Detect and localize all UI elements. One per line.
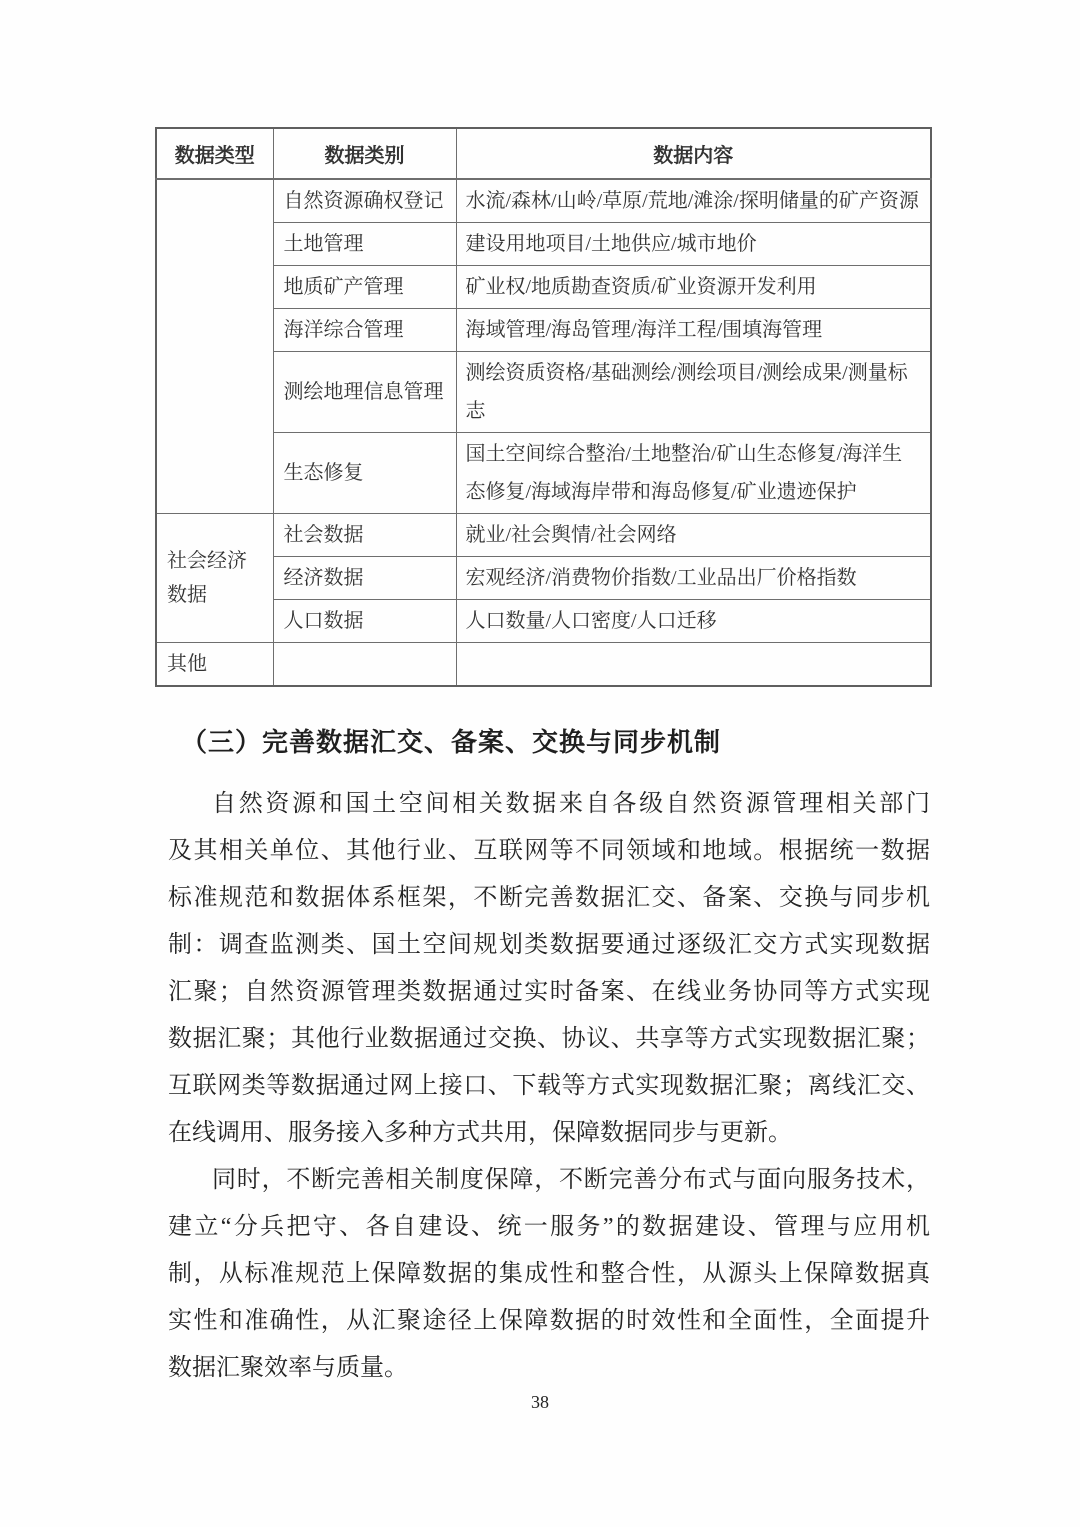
category-cell: 土地管理 bbox=[273, 223, 456, 266]
table-row bbox=[156, 433, 931, 514]
category-cell: 自然资源确权登记 bbox=[273, 179, 456, 223]
paragraph-line: 标准规范和数据体系框架，不断完善数据汇交、备案、交换与同步机 bbox=[168, 885, 930, 911]
paragraph-line: 制：调查监测类、国土空间规划类数据要通过逐级汇交方式实现数据 bbox=[168, 932, 930, 958]
category-cell: 生态修复 bbox=[273, 433, 456, 514]
page-number: 38 bbox=[531, 1392, 549, 1412]
table-row bbox=[156, 514, 931, 557]
category-cell: 社会数据 bbox=[273, 514, 456, 557]
paragraph-line: 在线调用、服务接入多种方式共用，保障数据同步与更新。 bbox=[168, 1120, 792, 1146]
body-paragraph bbox=[168, 781, 930, 1157]
content-cell: 海域管理/海岛管理/海洋工程/围填海管理 bbox=[456, 309, 931, 352]
type-cell: 社会经济数据 bbox=[156, 514, 273, 643]
paragraph-line: 及其相关单位、其他行业、互联网等不同领域和地域。根据统一数据 bbox=[168, 838, 930, 864]
category-cell: 海洋综合管理 bbox=[273, 309, 456, 352]
paragraph-line: 建立“分兵把守、各自建设、统一服务”的数据建设、管理与应用机 bbox=[168, 1214, 930, 1240]
column-header-data-category: 数据类别 bbox=[273, 128, 456, 179]
category-cell: 人口数据 bbox=[273, 600, 456, 643]
category-cell: 经济数据 bbox=[273, 557, 456, 600]
category-cell: 地质矿产管理 bbox=[273, 266, 456, 309]
content-cell: 矿业权/地质勘查资质/矿业资源开发利用 bbox=[456, 266, 931, 309]
table-row bbox=[156, 643, 931, 686]
content-cell: 建设用地项目/土地供应/城市地价 bbox=[456, 223, 931, 266]
data-table bbox=[155, 127, 932, 687]
type-cell: 其他 bbox=[156, 643, 273, 686]
content-cell: 就业/社会舆情/社会网络 bbox=[456, 514, 931, 557]
paragraph-line: 同时，不断完善相关制度保障，不断完善分布式与面向服务技术， bbox=[212, 1167, 930, 1193]
paragraph-line: 制，从标准规范上保障数据的集成性和整合性，从源头上保障数据真 bbox=[168, 1261, 930, 1287]
table-row bbox=[156, 266, 931, 309]
column-header-data-type: 数据类型 bbox=[156, 128, 273, 179]
paragraph-line: 数据汇聚；其他行业数据通过交换、协议、共享等方式实现数据汇聚； bbox=[168, 1026, 930, 1052]
paragraph-line: 实性和准确性，从汇聚途径上保障数据的时效性和全面性，全面提升 bbox=[168, 1308, 930, 1334]
paragraph-line: 汇聚；自然资源管理类数据通过实时备案、在线业务协同等方式实现 bbox=[168, 979, 930, 1005]
table-row bbox=[156, 179, 931, 223]
category-cell bbox=[273, 643, 456, 686]
table-header-row bbox=[156, 128, 931, 179]
table-row bbox=[156, 600, 931, 643]
paragraph-line: 数据汇聚效率与质量。 bbox=[168, 1355, 408, 1381]
paragraph-line: 自然资源和国土空间相关数据来自各级自然资源管理相关部门 bbox=[212, 791, 930, 817]
content-cell: 国土空间综合整治/土地整治/矿山生态修复/海洋生态修复/海域海岸带和海岛修复/矿业遗迹保护 bbox=[456, 433, 931, 514]
body-text bbox=[168, 781, 930, 1392]
content-cell: 测绘资质资格/基础测绘/测绘项目/测绘成果/测量标志 bbox=[456, 352, 931, 433]
content-cell bbox=[456, 643, 931, 686]
content-cell: 人口数量/人口密度/人口迁移 bbox=[456, 600, 931, 643]
section-heading: （三）完善数据汇交、备案、交换与同步机制 bbox=[181, 727, 722, 757]
type-cell bbox=[156, 179, 273, 514]
table-row bbox=[156, 223, 931, 266]
column-header-data-content: 数据内容 bbox=[456, 128, 931, 179]
paragraph-line: 互联网类等数据通过网上接口、下载等方式实现数据汇聚；离线汇交、 bbox=[168, 1073, 930, 1099]
content-cell: 水流/森林/山岭/草原/荒地/滩涂/探明储量的矿产资源 bbox=[456, 179, 931, 223]
category-cell: 测绘地理信息管理 bbox=[273, 352, 456, 433]
table-row bbox=[156, 352, 931, 433]
table-row bbox=[156, 557, 931, 600]
content-cell: 宏观经济/消费物价指数/工业品出厂价格指数 bbox=[456, 557, 931, 600]
body-paragraph bbox=[168, 1157, 930, 1392]
table-row bbox=[156, 309, 931, 352]
